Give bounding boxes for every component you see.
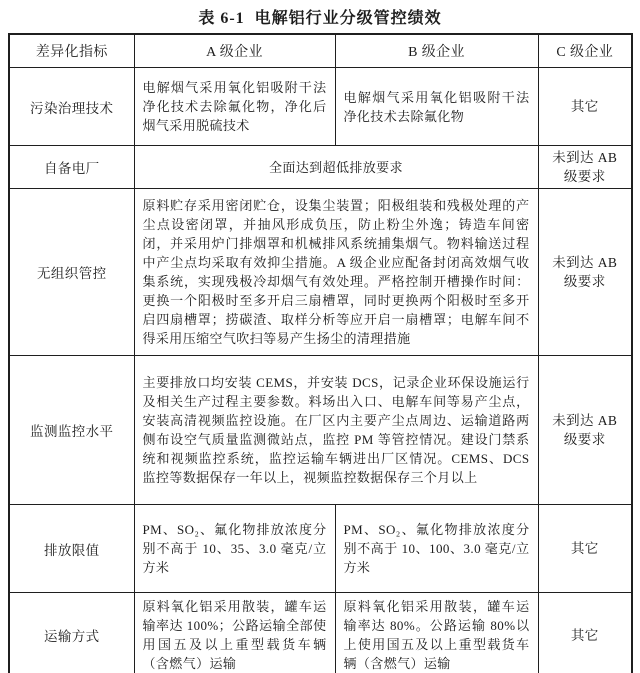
col-header-grade-a: A 级企业 <box>134 34 335 68</box>
row-indicator: 污染治理技术 <box>9 68 134 146</box>
grade-a-cell: PM、SO₂、氟化物排放浓度分别不高于 10、35、3.0 毫克/立方米 <box>134 505 335 593</box>
grade-c-cell: 其它 <box>538 593 632 673</box>
grade-c-cell: 未到达 AB 级要求 <box>538 189 632 356</box>
grade-c-cell: 未到达 AB 级要求 <box>538 146 632 189</box>
row-indicator: 监测监控水平 <box>9 356 134 505</box>
table-title: 表 6-1 电解铝行业分级管控绩效 <box>198 10 442 27</box>
table-row-transport-mode <box>9 593 632 673</box>
grade-a-cell: 原料氧化铝采用散装，罐车运输率达 100%；公路运输全部使用国五及以上重型载货车辆（含燃气）运输 <box>134 593 335 673</box>
header-row <box>9 34 632 68</box>
row-indicator: 无组织管控 <box>9 189 134 356</box>
table-row-monitoring-level <box>9 356 632 505</box>
col-header-grade-c: C 级企业 <box>538 34 632 68</box>
grading-table <box>8 33 633 673</box>
grade-c-cell: 未到达 AB 级要求 <box>538 356 632 505</box>
table-row-pollution-treatment <box>9 68 632 146</box>
col-header-indicator: 差异化指标 <box>9 34 134 68</box>
grade-c-cell: 其它 <box>538 68 632 146</box>
col-header-grade-b: B 级企业 <box>335 34 538 68</box>
grade-b-cell: 电解烟气采用氧化铝吸附干法净化技术去除氟化物 <box>335 68 538 146</box>
row-indicator: 排放限值 <box>9 505 134 593</box>
row-indicator: 运输方式 <box>9 593 134 673</box>
grade-b-cell: 原料氧化铝采用散装，罐车运输率达 80%。公路运输 80%以上使用国五及以上重型载货车辆（含燃气）运输 <box>335 593 538 673</box>
table-row-emission-limits <box>9 505 632 593</box>
grade-b-cell: PM、SO₂、氟化物排放浓度分别不高于 10、100、3.0 毫克/立方米 <box>335 505 538 593</box>
table-row-fugitive-emission-control <box>9 189 632 356</box>
grade-ab-merged-cell: 原料贮存采用密闭贮仓，设集尘装置；阳极组装和残极处理的产尘点设密闭罩，并抽风形成负压，防止粉尘外逸；铸造车间密闭，并采用炉门排烟罩和机械排风系统捕集烟气。物料输送过程中产尘点均采取有效抑尘措施。A 级企业应配备封闭高效烟气收集系统，实现残极冷却烟气有效处理。严格控制开槽操作时间：更换一个阳极时至多开启三扇槽罩，同时更换两个阳极时至多开启四扇槽罩；捞碳渣、取样分析等应开启一扇槽罩；电解车间不得采用压缩空气吹扫等易产生扬尘的清理措施 <box>134 189 538 356</box>
grade-a-cell: 电解烟气采用氧化铝吸附干法净化技术去除氟化物，净化后烟气采用脱硫技术 <box>134 68 335 146</box>
grade-ab-merged-cell: 主要排放口均安装 CEMS，并安装 DCS，记录企业环保设施运行及相关生产过程主要参数。料场出入口、电解车间等易产尘点，安装高清视频监控设施。在厂区内主要产尘点周边、运输道路两侧布设空气质量监测微站点，监控 PM 等管控情况。建设门禁系统和视频监控系统，监控运输车辆进出厂区情况。CEMS、DCS 监控等数据保存一年以上，视频监控数据保存三个月以上 <box>134 356 538 505</box>
grade-c-cell: 其它 <box>538 505 632 593</box>
table-row-captive-power-plant <box>9 146 632 189</box>
row-indicator: 自备电厂 <box>9 146 134 189</box>
grade-ab-merged-cell: 全面达到超低排放要求 <box>134 146 538 189</box>
